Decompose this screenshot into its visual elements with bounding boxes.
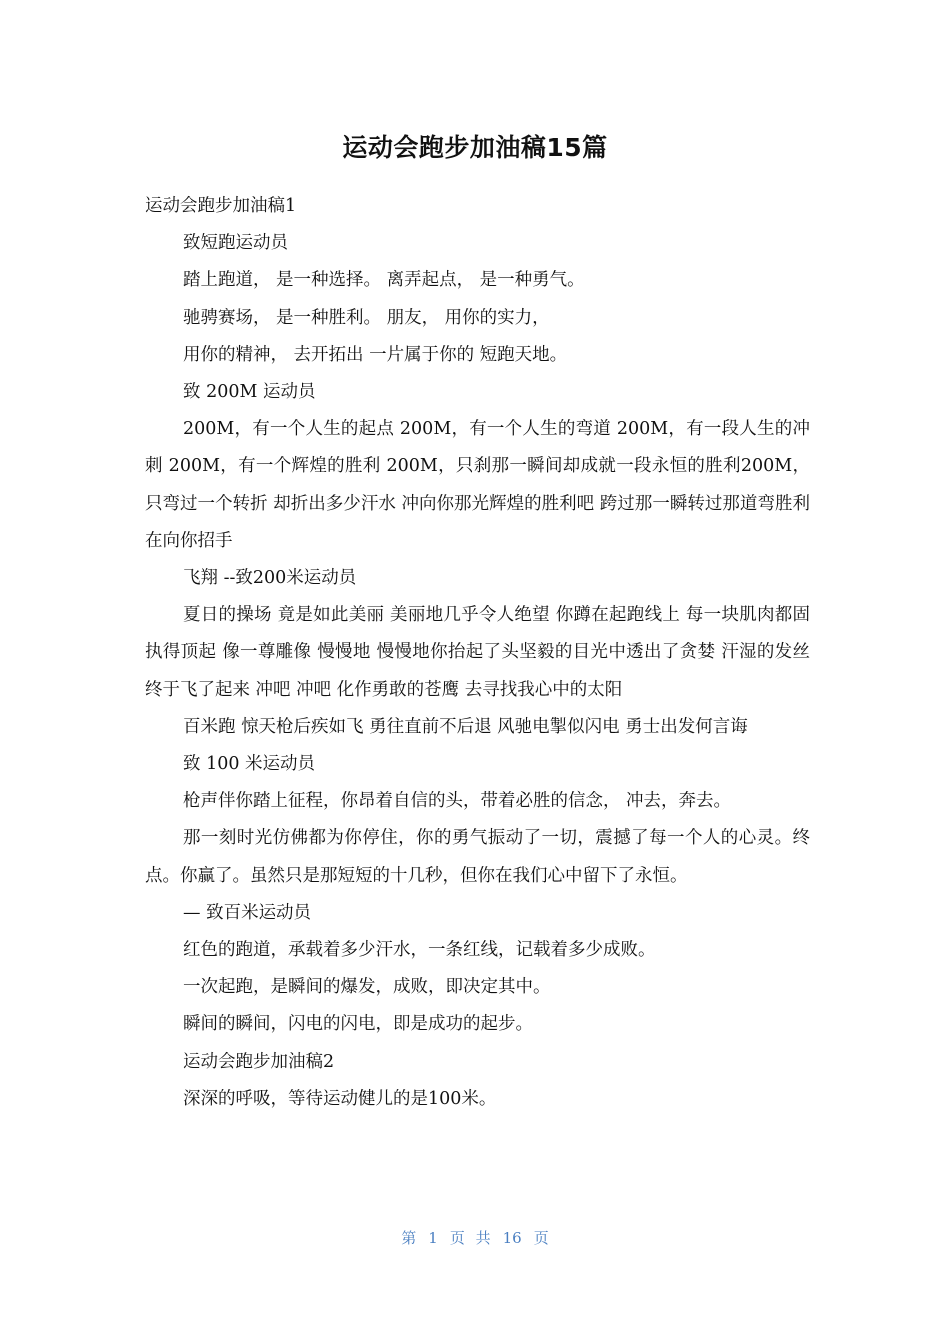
paragraph: 200M，有一个人生的起点 200M，有一个人生的弯道 200M，有一段人生的冲刺 200M，有一个辉煌的胜利 200M，只刹那一瞬间却成就一段永恒的胜利200M，只弯过一个转折 却折出多少汗水 冲向你那光辉煌的胜利吧 跨过那一瞬转过那道弯胜利在向你招手 bbox=[145, 419, 810, 551]
footer-suffix: 页 bbox=[533, 1229, 549, 1247]
paragraph: — 致百米运动员 bbox=[183, 902, 312, 923]
paragraph: 踏上跑道， 是一种选择。 离弄起点， 是一种勇气。 bbox=[183, 270, 585, 291]
page-footer bbox=[0, 1226, 950, 1250]
document-body bbox=[145, 188, 810, 1118]
paragraph: 夏日的操场 竟是如此美丽 美丽地几乎令人绝望 你蹲在起跑线上 每一块肌肉都固执得顶起 像一尊雕像 慢慢地 慢慢地你抬起了头坚毅的目光中透出了贪婪 汗湿的发丝终于飞了起来 冲吧 冲吧 化作勇敢的苍鹰 去寻找我心中的太阳 bbox=[145, 605, 810, 700]
footer-mid: 页 共 bbox=[449, 1229, 491, 1247]
section-heading: 运动会跑步加油稿2 bbox=[183, 1051, 335, 1072]
paragraph: 驰骋赛场， 是一种胜利。 朋友， 用你的实力， bbox=[183, 307, 550, 328]
paragraph: 致短跑运动员 bbox=[183, 233, 288, 254]
paragraph: 致 100 米运动员 bbox=[183, 754, 316, 775]
paragraph: 那一刻时光仿佛都为你停住，你的勇气振动了一切，震撼了每一个人的心灵。终点。你赢了。虽然只是那短短的十几秒，但你在我们心中留下了永恒。 bbox=[145, 828, 810, 886]
footer-total-pages: 16 bbox=[502, 1229, 522, 1247]
document-title: 运动会跑步加油稿15篇 bbox=[342, 133, 608, 162]
paragraph: 红色的跑道，承载着多少汗水，一条红线，记载着多少成败。 bbox=[183, 940, 656, 961]
section-heading: 运动会跑步加油稿1 bbox=[145, 196, 297, 216]
paragraph: 深深的呼吸，等待运动健儿的是100米。 bbox=[183, 1088, 497, 1109]
paragraph: 致 200M 运动员 bbox=[183, 382, 316, 403]
paragraph: 枪声伴你踏上征程，你昂着自信的头，带着必胜的信念， 冲去，奔去。 bbox=[183, 791, 732, 812]
paragraph: 瞬间的瞬间，闪电的闪电，即是成功的起步。 bbox=[183, 1014, 533, 1035]
paragraph: 飞翔 --致200米运动员 bbox=[183, 568, 357, 589]
paragraph: 百米跑 惊天枪后疾如飞 勇往直前不后退 风驰电掣似闪电 勇士出发何言诲 bbox=[183, 716, 748, 737]
footer-prefix: 第 bbox=[401, 1229, 417, 1247]
paragraph: 用你的精神， 去开拓出 一片属于你的 短跑天地。 bbox=[183, 344, 568, 365]
footer-current-page: 1 bbox=[428, 1229, 438, 1247]
paragraph: 一次起跑，是瞬间的爆发，成败，即决定其中。 bbox=[183, 977, 551, 998]
